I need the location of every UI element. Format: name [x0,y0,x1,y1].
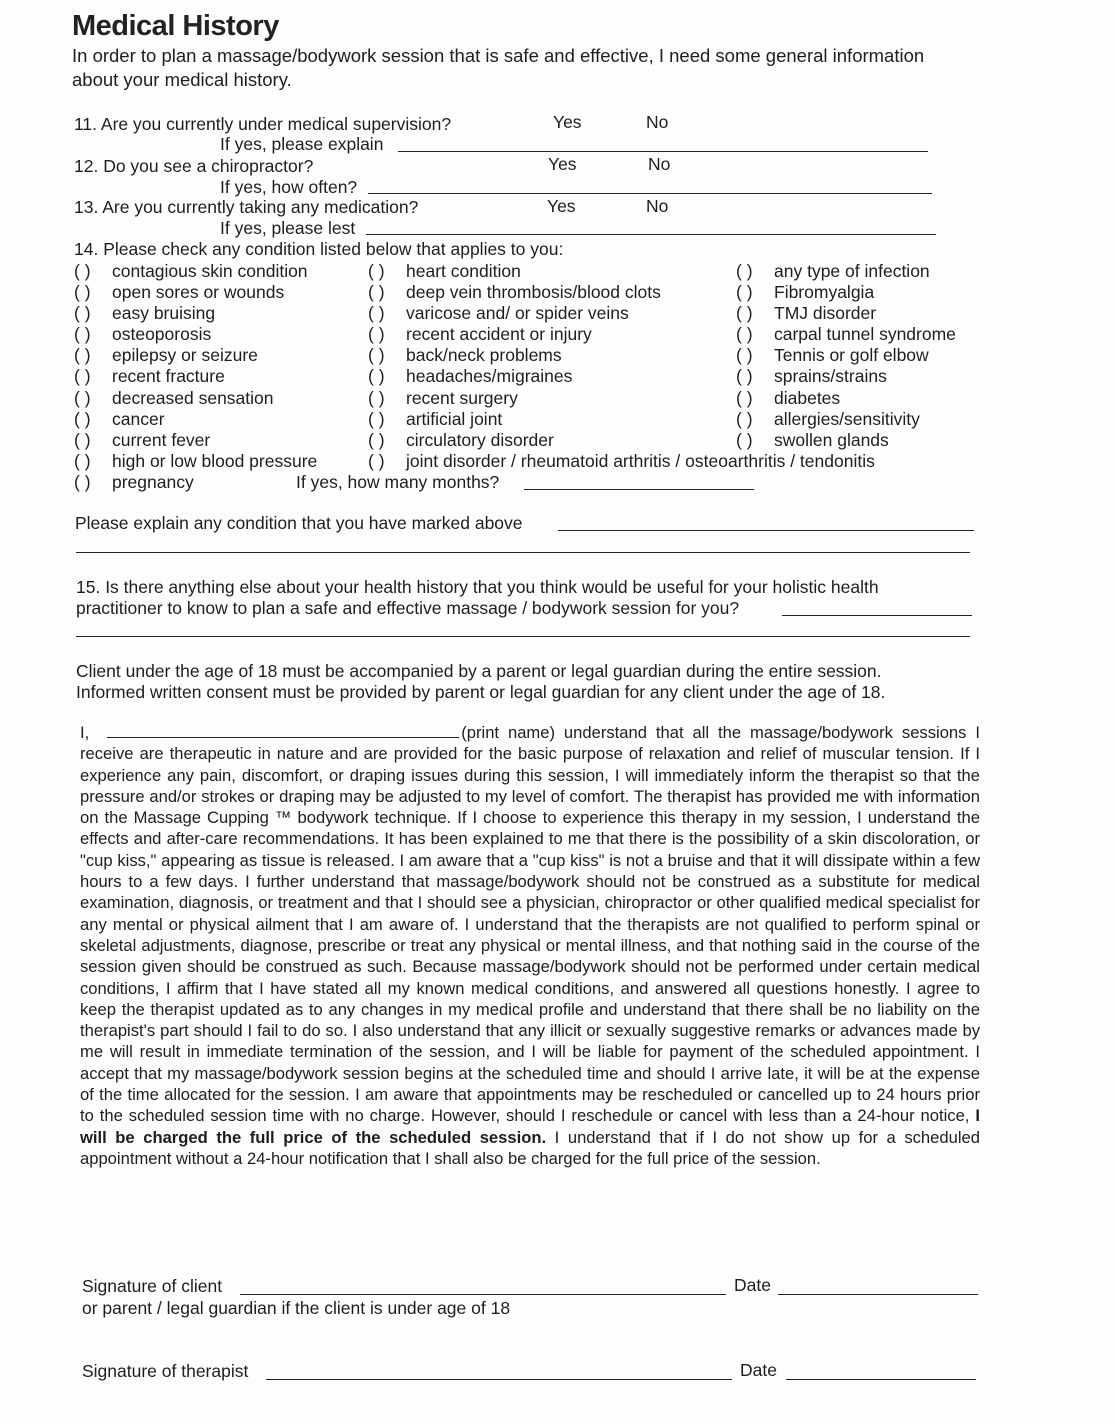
condition-item[interactable] [74,345,317,366]
consent-paragraph [80,722,980,1169]
condition-label: decreased sensation [112,387,274,408]
checkbox[interactable]: ( ) [368,324,385,345]
q13-yes[interactable]: Yes [547,196,576,216]
checkbox[interactable]: ( ) [74,450,91,471]
q11-no[interactable]: No [646,112,669,132]
condition-label: heart condition [406,261,521,281]
q11-text: 11. Are you currently under medical supervision? [74,114,452,134]
q15-text-line-1: 15. Is there anything else about your health history that you think would be useful for your holistic health [76,577,879,597]
q13-no[interactable]: No [646,196,669,216]
q13-text: 13. Are you currently taking any medication? [74,197,419,217]
checkbox[interactable]: ( ) [74,387,91,408]
q14-text: 14. Please check any condition listed below that applies to you: [74,239,564,259]
condition-label: TMJ disorder [774,303,877,324]
condition-item[interactable] [74,261,317,282]
checkbox[interactable]: ( ) [74,303,91,324]
client-signature-label: Signature of client [82,1276,223,1296]
condition-item[interactable] [74,324,317,345]
condition-label: open sores or wounds [112,282,285,303]
minor-notice-line-2: Informed written consent must be provided by parent or legal guardian for any client under the age of 18. [76,682,886,702]
q12-follow-label: If yes, how often? [220,177,358,197]
condition-label: current fever [112,429,211,450]
q12-yes[interactable]: Yes [548,154,577,174]
checkbox[interactable]: ( ) [74,429,91,450]
condition-item[interactable] [74,430,317,451]
minor-notice-line-1: Client under the age of 18 must be accompanied by a parent or legal guardian during the entire session. [76,661,882,681]
checkbox[interactable]: ( ) [736,282,753,303]
consent-body: (print name) understand that all the massage/bodywork sessions I receive are therapeutic in nature and are provided for the basic purpose of relaxation and relief of muscular tension. If I experience any pain, discomfort, or draping issues during this session, I will immediately inform the therapist so that the pressure and/or strokes or draping may be adjusted to my level of comfort. The therapist has provided me with information on the Massage Cupping ™ bodywork technique. If I choose to experience this therapy in my session, I understand the effects and after-care recommendations. It has been explained to me that there is the possibility of a skin discoloration, or "cup kiss," appearing as tissue is released. I am aware that a "cup kiss" is not a bruise and that it will dissipate within a few hours to a few days. I further understand that massage/bodywork should not be construed as a substitute for medical examination, diagnosis, or treatment and that I should see a physician, chiropractor or other qualified medical specialist for any mental or physical ailment that I am aware of. I understand that the therapists are not qualified to perform spinal or skeletal adjustments, diagnose, prescribe or treat any physical or mental illness, and that nothing said in the course of the session given should be construed as such. Because massage/bodywork should not be performed under certain medical conditions, I affirm that I have stated all my known medical conditions, and answered all questions honestly. I agree to keep the therapist updated as to any changes in my medical profile and understand that there shall be no liability on the therapist's part should I fail to do so. I also understand that any illicit or sexually suggestive remarks or advances made by me will result in immediate termination of the session, and I will be liable for payment of the scheduled appointment. I accept that my massage/bodywork session begins at the scheduled time and should I arrive late, it will be at the expense of the time allocated for the session. I am aware that appointments may be rescheduled or cancelled up to 24 hours prior to the scheduled session time with no charge. However, should I reschedule or cancel with less than a 24-hour notice, [80,723,980,1126]
condition-label: headaches/migraines [406,366,573,387]
condition-item[interactable] [736,261,956,282]
condition-label: back/neck problems [406,345,562,366]
client-date-label: Date [734,1275,771,1295]
explain-field-line-1[interactable] [558,530,974,531]
checkbox[interactable]: ( ) [368,408,385,429]
q12-text: 12. Do you see a chiropractor? [74,156,314,176]
checkbox[interactable]: ( ) [74,282,91,303]
q15-field-line-2[interactable] [76,636,970,637]
q13-follow-label: If yes, please lest [220,218,356,238]
checkbox[interactable]: ( ) [368,366,385,387]
checkbox[interactable]: ( ) [74,471,91,492]
condition-label: circulatory disorder [406,429,554,450]
condition-label: varicose and/ or spider veins [406,303,629,324]
condition-item[interactable] [736,282,956,303]
condition-label: recent fracture [112,366,225,387]
q15-field-line-1[interactable] [782,615,972,616]
conditions-col3 [736,261,956,451]
checkbox[interactable]: ( ) [368,450,385,471]
q12-often-field[interactable] [368,193,932,194]
condition-label: osteoporosis [112,324,212,345]
pregnancy-follow-label: If yes, how many months? [296,472,500,492]
condition-label: joint disorder / rheumatoid arthritis / osteoarthritis / tendonitis [406,450,875,471]
therapist-signature-field[interactable] [266,1379,732,1380]
checkbox[interactable]: ( ) [736,387,753,408]
client-date-field[interactable] [778,1294,978,1295]
explain-field-line-2[interactable] [76,552,970,553]
condition-label: recent accident or injury [406,324,592,345]
checkbox[interactable]: ( ) [368,303,385,324]
checkbox[interactable]: ( ) [368,387,385,408]
condition-label: diabetes [774,387,841,408]
therapist-date-field[interactable] [786,1379,976,1380]
condition-label: cancer [112,408,165,429]
checkbox[interactable]: ( ) [74,345,91,366]
conditions-col1 [74,261,317,493]
condition-item[interactable] [368,451,875,472]
therapist-signature-label: Signature of therapist [82,1361,249,1381]
condition-label: swollen glands [774,429,889,450]
condition-label: artificial joint [406,408,503,429]
condition-item[interactable] [74,282,317,303]
condition-item[interactable] [736,409,956,430]
condition-item[interactable] [74,409,317,430]
checkbox[interactable]: ( ) [736,324,753,345]
q13-medication-field[interactable] [366,234,936,235]
checkbox[interactable]: ( ) [736,303,753,324]
intro-text: In order to plan a massage/bodywork session that is safe and effective, I need some general information about your medical history. [72,45,925,90]
checkbox[interactable]: ( ) [368,429,385,450]
condition-item[interactable] [736,388,956,409]
condition-label: Fibromyalgia [774,282,875,303]
condition-label: any type of infection [774,261,930,281]
checkbox[interactable]: ( ) [74,261,91,281]
q11-follow-label: If yes, please explain [220,134,384,154]
checkbox[interactable]: ( ) [736,408,753,429]
condition-label: allergies/sensitivity [774,408,920,429]
condition-label: easy bruising [112,303,216,324]
condition-item[interactable] [74,451,317,472]
condition-item[interactable] [736,345,956,366]
condition-label: sprains/strains [774,366,887,387]
client-signature-field[interactable] [240,1294,726,1295]
consent-i: I, [80,723,90,742]
condition-item[interactable] [74,366,317,387]
checkbox[interactable]: ( ) [74,366,91,387]
checkbox[interactable]: ( ) [736,345,753,366]
condition-item[interactable] [736,430,956,451]
print-name-field[interactable] [107,723,459,738]
checkbox[interactable]: ( ) [368,282,385,303]
checkbox[interactable]: ( ) [368,345,385,366]
condition-item[interactable] [736,366,956,387]
q12-no[interactable]: No [648,154,671,174]
checkbox[interactable]: ( ) [736,366,753,387]
pregnancy-months-field[interactable] [524,489,754,490]
condition-item[interactable] [736,303,956,324]
checkbox[interactable]: ( ) [736,429,753,450]
condition-item[interactable] [74,472,317,493]
condition-label: high or low blood pressure [112,450,318,471]
consent-tail: I understand that if I do not show up for a scheduled appointment without a 24-hour notification that I shall also be charged for the full price of the session. [80,1127,980,1168]
consent-charge-warning: I will be charged the full price of the scheduled session. [80,1106,980,1147]
condition-item[interactable] [74,388,317,409]
therapist-date-label: Date [740,1360,777,1380]
client-signature-note: or parent / legal guardian if the client is under age of 18 [82,1298,511,1318]
condition-item[interactable] [74,303,317,324]
condition-label: Tennis or golf elbow [774,345,929,366]
checkbox[interactable]: ( ) [74,324,91,345]
condition-label: deep vein thrombosis/blood clots [406,282,661,303]
condition-item[interactable] [736,324,956,345]
condition-label: epilepsy or seizure [112,345,258,366]
checkbox[interactable]: ( ) [736,261,753,281]
condition-label: recent surgery [406,387,518,408]
page-title: Medical History [72,10,279,42]
q11-yes[interactable]: Yes [553,112,582,132]
checkbox[interactable]: ( ) [368,261,385,281]
condition-label: pregnancy [112,471,194,492]
q15-text-line-2: practitioner to know to plan a safe and effective massage / bodywork session for you? [76,598,740,618]
condition-label: contagious skin condition [112,261,308,281]
condition-label: carpal tunnel syndrome [774,324,956,345]
q11-explain-field[interactable] [398,151,928,152]
explain-prompt: Please explain any condition that you have marked above [75,513,523,533]
checkbox[interactable]: ( ) [74,408,91,429]
